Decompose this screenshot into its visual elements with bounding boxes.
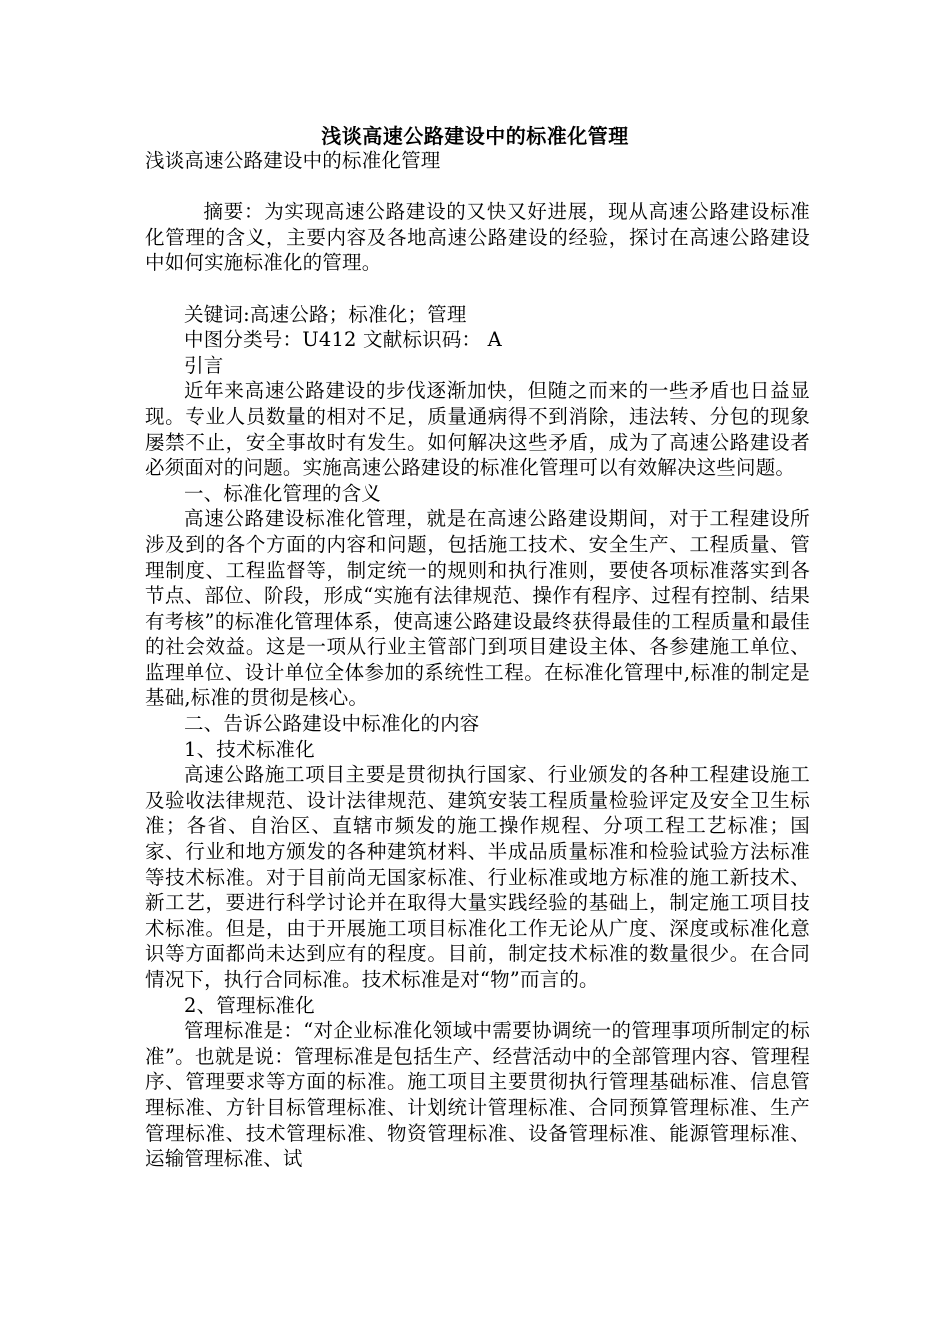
abstract-paragraph: 摘要：为实现高速公路建设的又快又好进展，现从高速公路建设标准化管理的含义，主要内容及各地高速公路建设的经验，探讨在高速公路建设中如何实施标准化的管理。 (145, 200, 810, 275)
subsection1-paragraph: 高速公路施工项目主要是贯彻执行国家、行业颁发的各种工程建设施工及验收法律规范、设计法律规范、建筑安装工程质量检验评定及安全卫生标准；各省、自治区、直辖市频发的施工操作规程、分项工程工艺标准；国家、行业和地方颁发的各种建筑材料、半成品质量标准和检验试验方法标准等技术标准。对于目前尚无国家标准、行业标准或地方标准的施工新技术、新工艺，要进行科学讨论并在取得大量实践经验的基础上，制定施工项目技术标准。但是，由于开展施工项目标准化工作无论从广度、深度或标准化意识等方面都尚未达到应有的程度。目前，制定技术标准的数量很少。在合同情况下，执行合同标准。技术标准是对“物”而言的。 (145, 763, 810, 991)
subsection1-heading: 1、技术标准化 (184, 737, 315, 761)
section1-paragraph: 高速公路建设标准化管理，就是在高速公路建设期间，对于工程建设所涉及到的各个方面的内容和问题，包括施工技术、安全生产、工程质量、管理制度、工程监督等，制定统一的规则和执行准则，要使各项标准落实到各节点、部位、阶段，形成“实施有法律规范、操作有程序、过程有控制、结果有考核”的标准化管理体系，使高速公路建设最终获得最佳的工程质量和最佳的社会效益。这是一项从行业主管部门到项目建设主体、各参建施工单位、监理单位、设计单位全体参加的系统性工程。在标准化管理中,标准的制定是基础,标准的贯彻是核心。 (145, 507, 810, 710)
intro-heading: 引言 (184, 353, 224, 377)
classification-line: 中图分类号：U412 文献标识码： A (184, 328, 502, 352)
subsection2-heading: 2、管理标准化 (184, 993, 315, 1017)
document-body (145, 148, 810, 1172)
keywords-line: 关键词:高速公路；标准化；管理 (184, 302, 467, 326)
intro-paragraph: 近年来高速公路建设的步伐逐渐加快，但随之而来的一些矛盾也日益显现。专业人员数量的相对不足，质量通病得不到消除，违法转、分包的现象屡禁不止，安全事故时有发生。如何解决这些矛盾，成为了高速公路建设者必须面对的问题。实施高速公路建设的标准化管理可以有效解决这些问题。 (145, 379, 810, 480)
document-subtitle: 浅谈高速公路建设中的标准化管理 (145, 149, 441, 172)
section2-heading: 二、告诉公路建设中标准化的内容 (184, 712, 480, 736)
document-title: 浅谈高速公路建设中的标准化管理 (321, 124, 629, 148)
subsection2-paragraph: 管理标准是：“对企业标准化领域中需要协调统一的管理事项所制定的标准”。也就是说：管理标准是包括生产、经营活动中的全部管理内容、管理程序、管理要求等方面的标准。施工项目主要贯彻执行管理基础标准、信息管理标准、方针目标管理标准、计划统计管理标准、合同预算管理标准、生产管理标准、技术管理标准、物资管理标准、设备管理标准、能源管理标准、运输管理标准、试 (145, 1019, 810, 1171)
blank-line (145, 174, 810, 200)
blank-line (145, 276, 810, 302)
section1-heading: 一、标准化管理的含义 (184, 481, 382, 505)
